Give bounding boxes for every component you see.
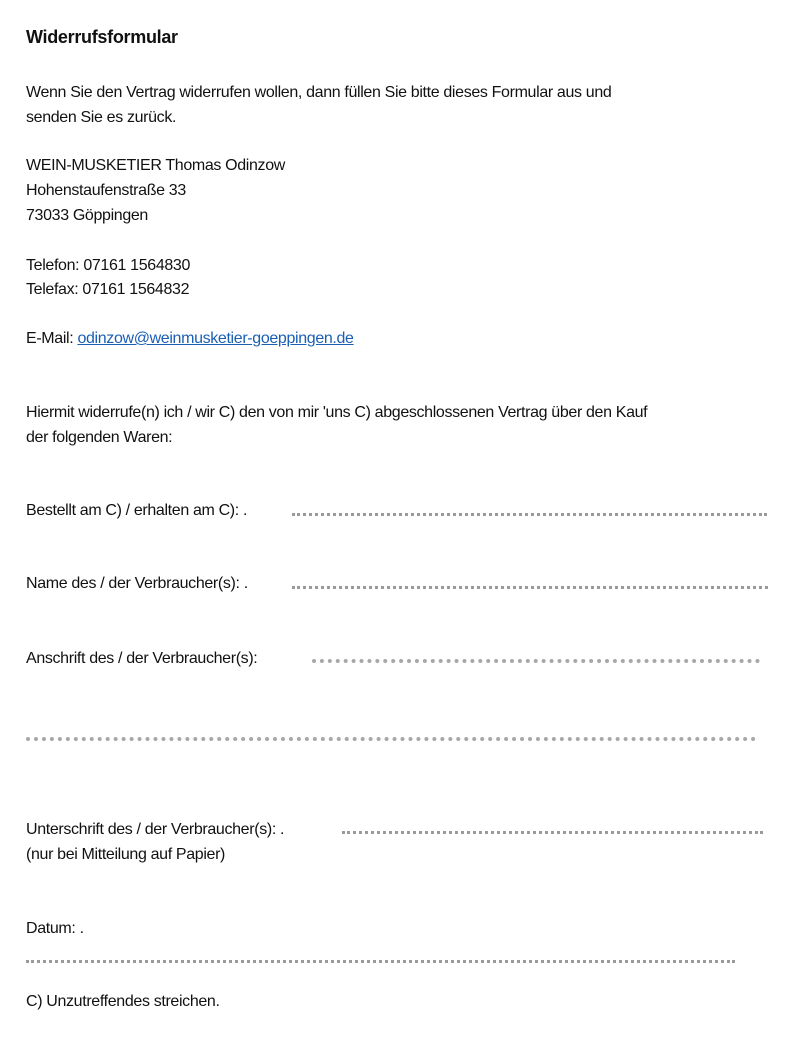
footnote: C) Unzutreffendes streichen. <box>26 993 220 1010</box>
email-link[interactable]: odinzow@weinmusketier-goeppingen.de <box>77 330 354 347</box>
page-title: Widerrufsformular <box>26 27 178 47</box>
date-label: Datum: . <box>26 920 84 937</box>
address-field-line-2[interactable] <box>26 737 756 741</box>
city: 73033 Göppingen <box>26 207 148 224</box>
address-field-line[interactable] <box>312 659 760 663</box>
declaration-line-2: der folgenden Waren: <box>26 429 173 446</box>
ordered-field-line[interactable] <box>292 513 767 516</box>
fax: Telefax: 07161 1564832 <box>26 281 190 298</box>
intro-line-2: senden Sie es zurück. <box>26 109 177 126</box>
phone: Telefon: 07161 1564830 <box>26 257 191 274</box>
signature-note: (nur bei Mitteilung auf Papier) <box>26 846 226 863</box>
company-name: WEIN-MUSKETIER Thomas Odinzow <box>26 157 285 174</box>
signature-field-line[interactable] <box>342 831 763 834</box>
signature-label: Unterschrift des / der Verbraucher(s): . <box>26 821 285 838</box>
name-field-line[interactable] <box>292 586 768 589</box>
name-label: Name des / der Verbraucher(s): . <box>26 575 248 592</box>
declaration-line-1: Hiermit widerrufe(n) ich / wir C) den von mir 'uns C) abgeschlossenen Vertrag über den Kauf <box>26 404 648 421</box>
email-row <box>26 329 354 349</box>
date-field-line[interactable] <box>26 960 735 963</box>
street: Hohenstaufenstraße 33 <box>26 182 186 199</box>
email-label: E-Mail: <box>26 330 78 347</box>
intro-line-1: Wenn Sie den Vertrag widerrufen wollen, dann füllen Sie bitte dieses Formular aus und <box>26 84 612 101</box>
ordered-label: Bestellt am C) / erhalten am C): . <box>26 502 248 519</box>
address-label: Anschrift des / der Verbraucher(s): <box>26 650 258 667</box>
